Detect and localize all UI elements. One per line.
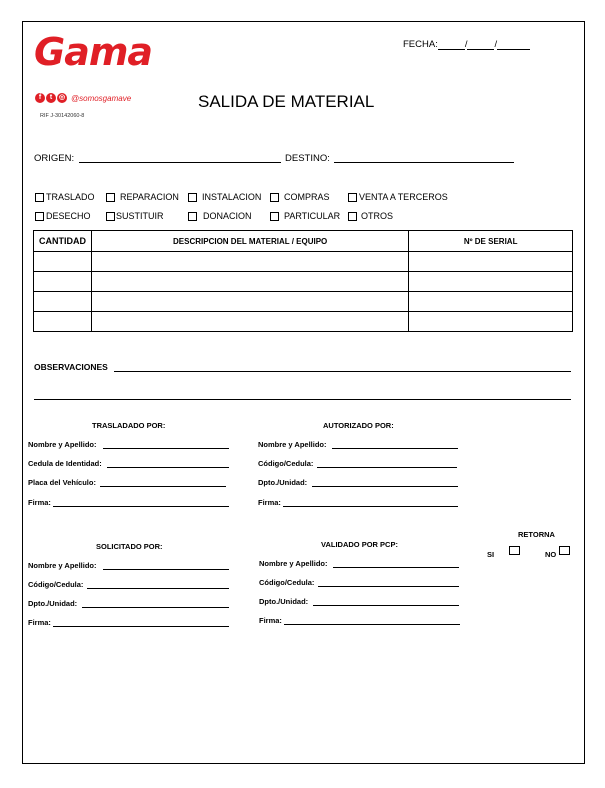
- checkbox-traslado[interactable]: [35, 193, 44, 202]
- autorizado-dpto-label: Dpto./Unidad:: [258, 478, 308, 487]
- autorizado-nombre-label: Nombre y Apellido:: [258, 440, 327, 449]
- checkbox-donacion[interactable]: [188, 212, 197, 221]
- option-otros: OTROS: [361, 211, 394, 221]
- trasladado-nombre-field[interactable]: [103, 448, 229, 449]
- autorizado-codigo-field[interactable]: [317, 467, 457, 468]
- solicitado-nombre-label: Nombre y Apellido:: [28, 561, 97, 570]
- fecha-field: FECHA: / /: [403, 39, 530, 50]
- checkbox-desecho[interactable]: [35, 212, 44, 221]
- page-title: SALIDA DE MATERIAL: [198, 92, 375, 111]
- trasladado-placa-label: Placa del Vehículo:: [28, 478, 96, 487]
- checkbox-retorna-no[interactable]: [559, 546, 570, 555]
- cell-cantidad[interactable]: [34, 252, 92, 272]
- trasladado-cedula-label: Cedula de Identidad:: [28, 459, 102, 468]
- retorna-no-label: NO: [545, 550, 557, 559]
- table-header-row: [34, 231, 573, 252]
- option-traslado: TRASLADO: [46, 192, 95, 202]
- cell-serial[interactable]: [409, 292, 573, 312]
- gama-logo: Gama: [34, 30, 153, 74]
- checkbox-compras[interactable]: [270, 193, 279, 202]
- cell-cantidad[interactable]: [34, 312, 92, 332]
- cell-descripcion[interactable]: [91, 312, 408, 332]
- trasladado-firma-field[interactable]: [53, 506, 229, 507]
- autorizado-firma-label: Firma:: [258, 498, 281, 507]
- validado-dpto-label: Dpto./Unidad:: [259, 597, 309, 606]
- trasladado-nombre-label: Nombre y Apellido:: [28, 440, 97, 449]
- table-row: [34, 312, 573, 332]
- observaciones-label: OBSERVACIONES: [34, 362, 108, 372]
- cell-serial[interactable]: [409, 252, 573, 272]
- cell-serial[interactable]: [409, 272, 573, 292]
- cell-serial[interactable]: [409, 312, 573, 332]
- option-instalacion: INSTALACION: [202, 192, 262, 202]
- option-desecho: DESECHO: [46, 211, 91, 221]
- checkbox-sustituir[interactable]: [106, 212, 115, 221]
- solicitado-dpto-label: Dpto./Unidad:: [28, 599, 78, 608]
- checkbox-particular[interactable]: [270, 212, 279, 221]
- origen-label: ORIGEN:: [34, 153, 75, 164]
- fecha-day-line[interactable]: [438, 40, 465, 50]
- observaciones-field[interactable]: [114, 371, 571, 372]
- validado-firma-field[interactable]: [284, 624, 460, 625]
- autorizado-nombre-field[interactable]: [332, 448, 458, 449]
- solicitado-nombre-field[interactable]: [103, 569, 229, 570]
- solicitado-dpto-field[interactable]: [82, 607, 229, 608]
- autorizado-codigo-label: Código/Cedula:: [258, 459, 314, 468]
- rif-number: RIF J-30142060-8: [40, 113, 85, 119]
- trasladado-title: TRASLADADO POR:: [92, 421, 166, 430]
- solicitado-firma-label: Firma:: [28, 618, 51, 627]
- table-row: [34, 272, 573, 292]
- autorizado-title: AUTORIZADO POR:: [323, 421, 394, 430]
- instagram-icon: ◎: [58, 94, 66, 101]
- cell-descripcion[interactable]: [91, 252, 408, 272]
- retorna-si-label: SI: [487, 550, 495, 559]
- destino-label: DESTINO:: [285, 153, 330, 164]
- fecha-month-line[interactable]: [467, 40, 494, 50]
- solicitado-title: SOLICITADO POR:: [96, 542, 163, 551]
- option-venta-terceros: VENTA A TERCEROS: [359, 192, 448, 202]
- autorizado-dpto-field[interactable]: [312, 486, 458, 487]
- trasladado-firma-label: Firma:: [28, 498, 51, 507]
- solicitado-firma-field[interactable]: [53, 626, 229, 627]
- checkbox-venta-terceros[interactable]: [348, 193, 357, 202]
- origen-field[interactable]: [79, 162, 281, 163]
- cell-cantidad[interactable]: [34, 292, 92, 312]
- autorizado-firma-field[interactable]: [283, 506, 458, 507]
- social-bar: [35, 93, 131, 103]
- fecha-year-line[interactable]: [497, 40, 530, 50]
- destino-field[interactable]: [334, 162, 514, 163]
- facebook-icon: f: [35, 93, 45, 103]
- material-table: [33, 230, 573, 332]
- cell-descripcion[interactable]: [91, 272, 408, 292]
- col-descripcion: DESCRIPCION DEL MATERIAL / EQUIPO: [91, 231, 408, 252]
- validado-firma-label: Firma:: [259, 616, 282, 625]
- retorna-title: RETORNA: [518, 530, 555, 539]
- validado-codigo-label: Código/Cedula:: [259, 578, 315, 587]
- validado-nombre-label: Nombre y Apellido:: [259, 559, 328, 568]
- validado-title: VALIDADO POR PCP:: [321, 540, 398, 549]
- checkbox-instalacion[interactable]: [188, 193, 197, 202]
- observaciones-field-line2[interactable]: [34, 399, 571, 400]
- solicitado-codigo-label: Código/Cedula:: [28, 580, 84, 589]
- form-page: [22, 21, 585, 764]
- fecha-label: FECHA:: [403, 39, 438, 50]
- cell-descripcion[interactable]: [91, 292, 408, 312]
- solicitado-codigo-field[interactable]: [87, 588, 229, 589]
- cell-cantidad[interactable]: [34, 272, 92, 292]
- option-reparacion: REPARACION: [120, 192, 179, 202]
- option-donacion: DONACION: [203, 211, 252, 221]
- col-cantidad: CANTIDAD: [34, 231, 92, 252]
- trasladado-placa-field[interactable]: [100, 486, 226, 487]
- table-row: [34, 252, 573, 272]
- twitter-icon: t: [46, 93, 56, 103]
- table-row: [34, 292, 573, 312]
- col-serial: Nº DE SERIAL: [409, 231, 573, 252]
- checkbox-reparacion[interactable]: [106, 193, 115, 202]
- social-handle: @somosgamave: [71, 93, 132, 103]
- validado-dpto-field[interactable]: [313, 605, 459, 606]
- option-sustituir: SUSTITUIR: [116, 211, 164, 221]
- validado-codigo-field[interactable]: [318, 586, 459, 587]
- checkbox-retorna-si[interactable]: [509, 546, 520, 555]
- checkbox-otros[interactable]: [348, 212, 357, 221]
- option-particular: PARTICULAR: [284, 211, 341, 221]
- validado-nombre-field[interactable]: [333, 567, 459, 568]
- trasladado-cedula-field[interactable]: [107, 467, 229, 468]
- option-compras: COMPRAS: [284, 192, 330, 202]
